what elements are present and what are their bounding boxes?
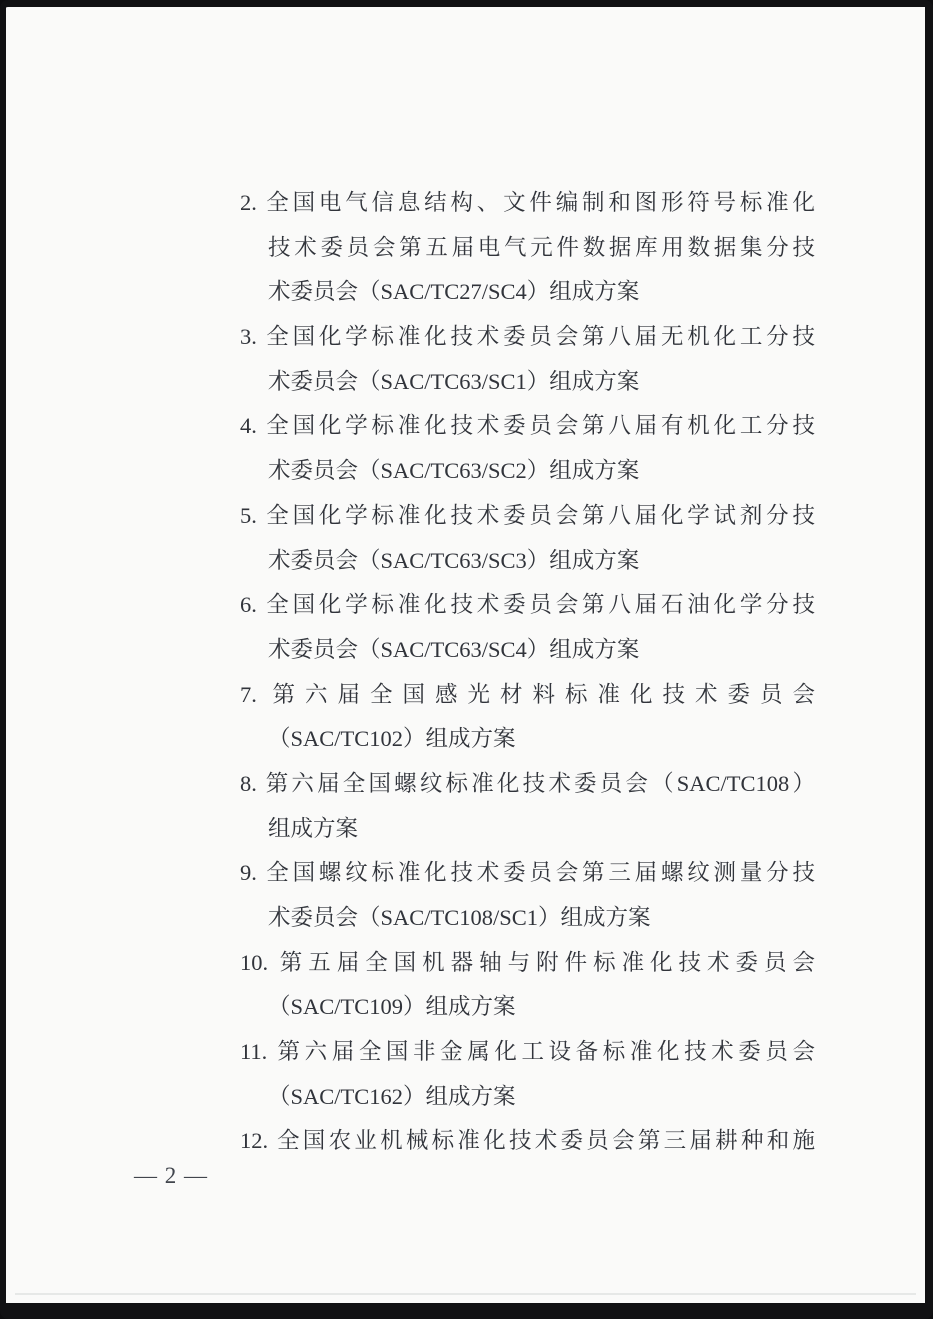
list-item-line: 技术委员会第五届电气元件数据库用数据集分技 — [268, 234, 815, 260]
list-item — [240, 181, 815, 315]
list-item — [240, 315, 815, 404]
list-item-line: 10. 第五届全国机器轴与附件标准化技术委员会 — [240, 949, 815, 975]
list-item — [240, 404, 815, 493]
list-item — [240, 941, 815, 1030]
list-item-line: 组成方案 — [268, 815, 359, 841]
list-item — [240, 494, 815, 583]
list-item-line: 9. 全国螺纹标准化技术委员会第三届螺纹测量分技 — [240, 860, 815, 886]
list-item-line: （SAC/TC102）组成方案 — [268, 726, 516, 752]
list-item — [240, 851, 815, 940]
list-item — [240, 1119, 815, 1164]
list-item-line: 3. 全国化学标准化技术委员会第八届无机化工分技 — [240, 324, 815, 350]
committee-list — [240, 181, 815, 1164]
list-item-line: 4. 全国化学标准化技术委员会第八届有机化工分技 — [240, 413, 815, 439]
list-item-line: 术委员会（SAC/TC63/SC3）组成方案 — [268, 547, 640, 573]
list-item-line: 5. 全国化学标准化技术委员会第八届化学试剂分技 — [240, 502, 815, 528]
list-item-line: 8. 第六届全国螺纹标准化技术委员会（SAC/TC108） — [240, 770, 815, 796]
list-item — [240, 583, 815, 672]
page-number: — 2 — — [134, 1163, 208, 1188]
list-item-line: 2. 全国电气信息结构、文件编制和图形符号标准化 — [240, 190, 815, 215]
list-item-line: 术委员会（SAC/TC63/SC4）组成方案 — [268, 636, 640, 662]
list-item-line: （SAC/TC162）组成方案 — [268, 1083, 516, 1109]
list-item-line: 6. 全国化学标准化技术委员会第八届石油化学分技 — [240, 592, 815, 618]
list-item — [240, 1030, 815, 1119]
scan-bottom-rule — [15, 1293, 916, 1295]
list-item-line: 术委员会（SAC/TC63/SC2）组成方案 — [268, 458, 640, 484]
list-item — [240, 762, 815, 851]
list-item-line: 12. 全国农业机械标准化技术委员会第三届耕种和施 — [240, 1128, 815, 1154]
list-item-line: 术委员会（SAC/TC27/SC4）组成方案 — [268, 279, 640, 305]
list-item-line: 术委员会（SAC/TC108/SC1）组成方案 — [268, 905, 651, 930]
list-item — [240, 673, 815, 762]
list-item-line: （SAC/TC109）组成方案 — [268, 994, 516, 1020]
list-item-line: 11. 第六届全国非金属化工设备标准化技术委员会 — [240, 1039, 815, 1065]
list-item-line: 术委员会（SAC/TC63/SC1）组成方案 — [268, 368, 640, 394]
list-item-line: 7. 第六届全国感光材料标准化技术委员会 — [240, 681, 815, 707]
